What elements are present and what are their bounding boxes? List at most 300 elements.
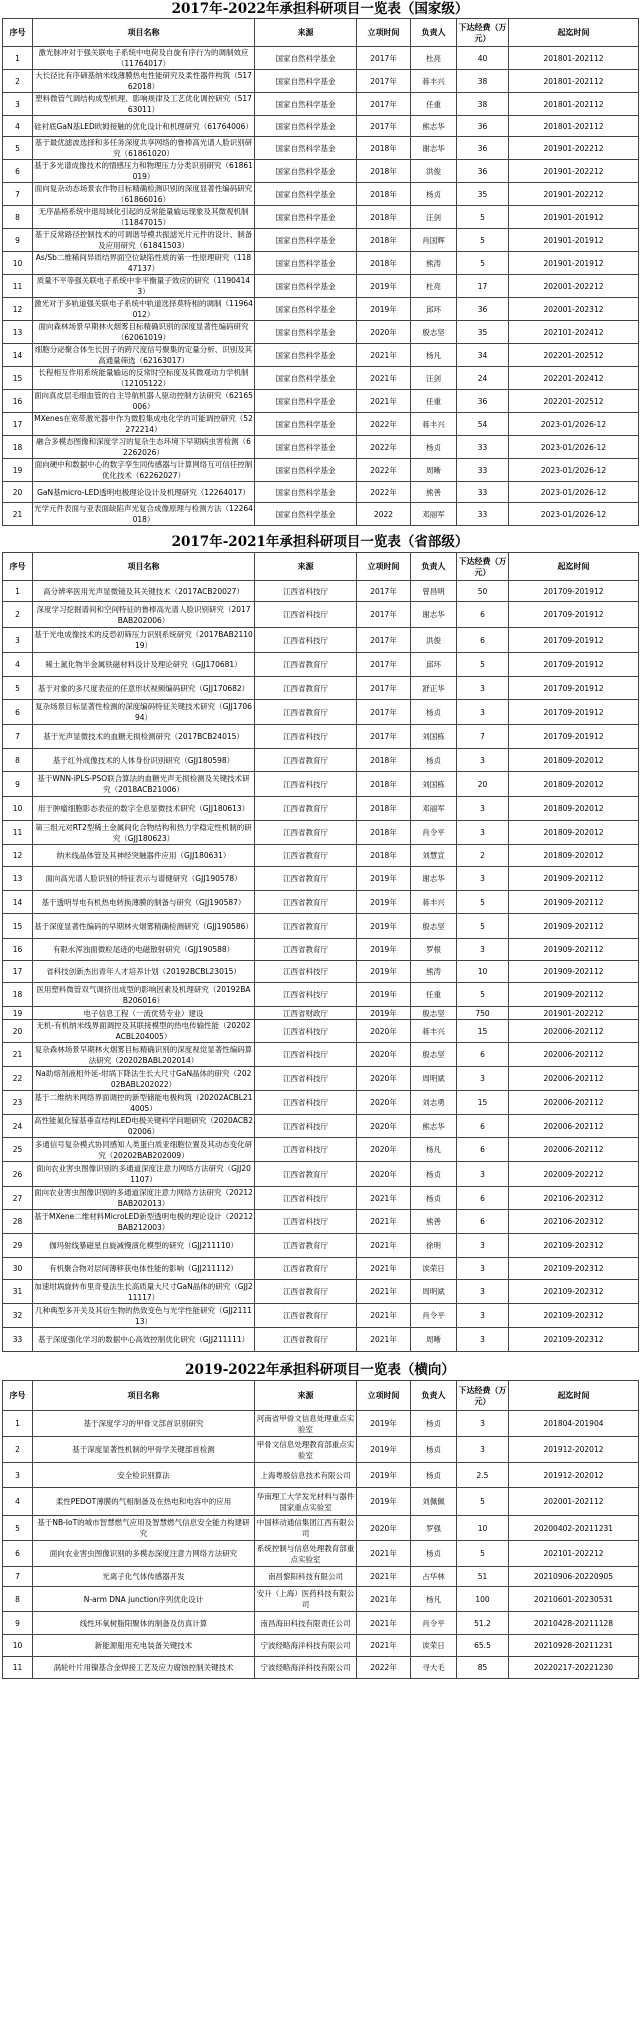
cell-leader: 刘志勇 bbox=[411, 1091, 457, 1115]
cell-year: 2018年 bbox=[357, 206, 411, 229]
cell-no: 1 bbox=[3, 1411, 33, 1437]
cell-source: 江西省科技厅 bbox=[255, 1067, 357, 1091]
cell-name: N-arm DNA junction序列优化设计 bbox=[33, 1587, 255, 1612]
cell-year: 2018年 bbox=[357, 160, 411, 183]
cell-period: 20210906-20220905 bbox=[509, 1567, 639, 1587]
cell-no: 4 bbox=[3, 653, 33, 677]
cell-funds: 36 bbox=[457, 137, 509, 160]
cell-no: 7 bbox=[3, 725, 33, 749]
cell-leader: 杨凡 bbox=[411, 344, 457, 367]
cell-no: 2 bbox=[3, 1437, 33, 1463]
cell-period: 202006-202112 bbox=[509, 1043, 639, 1067]
cell-funds: 5 bbox=[457, 914, 509, 939]
cell-source: 国家自然科学基金 bbox=[255, 413, 357, 436]
cell-period: 201801-202112 bbox=[509, 116, 639, 137]
cell-leader: 谢志华 bbox=[411, 137, 457, 160]
header-leader: 负责人 bbox=[411, 553, 457, 581]
cell-funds: 36 bbox=[457, 390, 509, 413]
cell-funds: 35 bbox=[457, 183, 509, 206]
cell-source: 江西省科技厅 bbox=[255, 983, 357, 1007]
cell-name: As/Sb二维稀间异质结界面空位缺陷性质的第一性原理研究（11847137） bbox=[33, 252, 255, 275]
cell-source: 系统控制与信息处理教育部重点实验室 bbox=[255, 1541, 357, 1567]
cell-year: 2021年 bbox=[357, 1234, 411, 1258]
cell-no: 3 bbox=[3, 1463, 33, 1488]
cell-funds: 6 bbox=[457, 602, 509, 628]
header-year: 立项时间 bbox=[357, 553, 411, 581]
cell-no: 17 bbox=[3, 961, 33, 983]
table-row bbox=[3, 772, 639, 797]
cell-period: 202006-202112 bbox=[509, 1067, 639, 1091]
cell-period: 202101-202412 bbox=[509, 321, 639, 344]
table-row bbox=[3, 1437, 639, 1463]
cell-name: 面向复杂动态场景农作物目标精确检测识别的深度显著性编码研究（61866016） bbox=[33, 183, 255, 206]
cell-funds: 51.2 bbox=[457, 1612, 509, 1635]
cell-source: 国家自然科学基金 bbox=[255, 503, 357, 526]
cell-source: 国家自然科学基金 bbox=[255, 183, 357, 206]
cell-leader: 肖令平 bbox=[411, 821, 457, 845]
cell-period: 201709-201912 bbox=[509, 628, 639, 653]
cell-no: 14 bbox=[3, 891, 33, 914]
cell-year: 2020年 bbox=[357, 1115, 411, 1138]
cell-no: 16 bbox=[3, 390, 33, 413]
cell-year: 2017年 bbox=[357, 581, 411, 602]
cell-source: 江西省教育厅 bbox=[255, 797, 357, 821]
cell-no: 5 bbox=[3, 137, 33, 160]
cell-year: 2021年 bbox=[357, 367, 411, 390]
cell-funds: 40 bbox=[457, 47, 509, 70]
table-row bbox=[3, 459, 639, 482]
table-row bbox=[3, 749, 639, 772]
cell-source: 江西省教育厅 bbox=[255, 939, 357, 961]
cell-leader: 刘佩佩 bbox=[411, 1488, 457, 1516]
cell-name: 基于MXene二维材料MicroLED新型透明电极的理论设计（20212BAB212003） bbox=[34, 1211, 253, 1232]
header-funds: 下达经费（万元） bbox=[457, 1381, 509, 1411]
table-row bbox=[3, 137, 639, 160]
cell-leader: 刘国栋 bbox=[411, 725, 457, 749]
table-row bbox=[3, 1138, 639, 1162]
cell-no: 33 bbox=[3, 1328, 33, 1352]
cell-funds: 5 bbox=[457, 1541, 509, 1567]
cell-funds: 2 bbox=[457, 845, 509, 867]
cell-source: 国家自然科学基金 bbox=[255, 459, 357, 482]
cell-leader: 任重 bbox=[411, 983, 457, 1007]
cell-source: 江西省科技厅 bbox=[255, 961, 357, 983]
cell-name: 第三组元对RT2型稀土金属间化合物结构和热力学稳定性机制的研究（GJJ180623） bbox=[33, 821, 255, 845]
cell-no: 6 bbox=[3, 700, 33, 725]
cell-source: 国家自然科学基金 bbox=[255, 436, 357, 459]
cell-source: 国家自然科学基金 bbox=[255, 252, 357, 275]
cell-funds: 5 bbox=[457, 1488, 509, 1516]
table-row bbox=[3, 1304, 639, 1328]
cell-name: 复杂森林场景早期林火烟雾目标精确识别的深度视觉显著性编码算法研究（20202BABL202014） bbox=[33, 1043, 255, 1067]
cell-no: 9 bbox=[3, 772, 33, 797]
cell-source: 南昌海田科技有限责任公司 bbox=[255, 1612, 357, 1635]
cell-funds: 15 bbox=[457, 1091, 509, 1115]
cell-name: 基于最优滤波选择和多任务深度共享网络的鲁棒高光谱人脸识别研究（61861020） bbox=[33, 137, 255, 160]
cell-no: 11 bbox=[3, 821, 33, 845]
table-row bbox=[3, 1187, 639, 1210]
cell-source: 国家自然科学基金 bbox=[255, 275, 357, 298]
cell-year: 2017年 bbox=[357, 116, 411, 137]
cell-name: 长程相互作用系统能量输运的反常时空标度及其微观动力学机制（12105122） bbox=[33, 367, 255, 390]
cell-year: 2017年 bbox=[357, 70, 411, 93]
cell-no: 10 bbox=[3, 1635, 33, 1657]
cell-source: 国家自然科学基金 bbox=[255, 229, 357, 252]
cell-source: 江西省科技厅 bbox=[255, 1187, 357, 1210]
cell-period: 2023-01/2026-12 bbox=[509, 436, 639, 459]
cell-leader: 诶荣日 bbox=[411, 1258, 457, 1280]
table-row bbox=[3, 390, 639, 413]
table-row bbox=[3, 275, 639, 298]
cell-source: 江西省科技厅 bbox=[255, 602, 357, 628]
cell-funds: 36 bbox=[457, 298, 509, 321]
cell-leader: 谢志华 bbox=[411, 602, 457, 628]
cell-name: GaN基micro-LED透明电极理论设计及机理研究（12264017） bbox=[33, 482, 255, 503]
table-row bbox=[3, 436, 639, 459]
cell-period: 202201-202512 bbox=[509, 390, 639, 413]
table-row bbox=[3, 1234, 639, 1258]
cell-name: 激光对于多轨道强关联电子系统中轨道选择莫特相的调制（11964012） bbox=[34, 299, 253, 319]
cell-no: 5 bbox=[3, 677, 33, 700]
cell-funds: 3 bbox=[457, 1411, 509, 1437]
cell-name: 有机聚合物对层间薄移获电体性能的影响（GJJ211112） bbox=[33, 1258, 255, 1280]
table-row bbox=[3, 482, 639, 503]
cell-name: 加速坩埚旋转布里奇曼法生长高质量大尺寸GaN晶体的研究（GJJ211117） bbox=[34, 1281, 253, 1302]
cell-source: 国家自然科学基金 bbox=[255, 321, 357, 344]
cell-name: 高性能氮化镓基垂直结构LED电极关键科学问题研究（2020ACB202006） bbox=[34, 1116, 253, 1136]
table-row bbox=[3, 891, 639, 914]
cell-source: 江西省科技厅 bbox=[255, 772, 357, 797]
table-row bbox=[3, 321, 639, 344]
cell-year: 2017年 bbox=[357, 602, 411, 628]
table-row bbox=[3, 653, 639, 677]
cell-funds: 5 bbox=[457, 983, 509, 1007]
cell-no: 11 bbox=[3, 1657, 33, 1679]
cell-year: 2021年 bbox=[357, 1280, 411, 1304]
cell-leader: 诶荣日 bbox=[411, 1635, 457, 1657]
cell-funds: 3 bbox=[457, 700, 509, 725]
cell-leader: 徐明 bbox=[411, 1234, 457, 1258]
cell-no: 15 bbox=[3, 914, 33, 939]
cell-funds: 750 bbox=[457, 1007, 509, 1020]
cell-period: 202109-202312 bbox=[509, 1280, 639, 1304]
cell-funds: 3 bbox=[457, 867, 509, 891]
cell-name: 面向农业害虫图像识别的多通道深度注意力网络方法研究（GJJ201107） bbox=[33, 1162, 255, 1187]
cell-no: 22 bbox=[3, 1067, 33, 1091]
cell-no: 2 bbox=[3, 602, 33, 628]
cell-period: 201909-202112 bbox=[509, 914, 639, 939]
cell-funds: 10 bbox=[457, 1516, 509, 1541]
cell-source: 江西省教育厅 bbox=[255, 891, 357, 914]
cell-name: 基于WNN-iPLS-PSO联合算法的血糖光声无损检测及关键技术研究（2018ACB21006） bbox=[33, 772, 255, 797]
table-row bbox=[3, 367, 639, 390]
cell-leader: 蒋丰兴 bbox=[411, 413, 457, 436]
cell-source: 国家自然科学基金 bbox=[255, 47, 357, 70]
cell-name: 纳米线晶体管及其神经突触器件应用（GJJ180631） bbox=[33, 845, 255, 867]
cell-no: 7 bbox=[3, 183, 33, 206]
header-funds: 下达经费（万元） bbox=[457, 19, 509, 47]
cell-leader: 周晰 bbox=[411, 1328, 457, 1352]
cell-name: 基于反常路径控制技术的可调谐导模共振滤光片元件的设计、制备及应用研究（61841503） bbox=[33, 229, 255, 252]
cell-funds: 50 bbox=[457, 581, 509, 602]
cell-funds: 36 bbox=[457, 116, 509, 137]
cell-name: 面向高光谱人脸识别的特征表示与谱健研究（GJJ190578） bbox=[33, 867, 255, 891]
cell-year: 2019年 bbox=[357, 1437, 411, 1463]
table-row bbox=[3, 1587, 639, 1612]
cell-source: 江西省教育厅 bbox=[255, 867, 357, 891]
cell-period: 202106-202312 bbox=[509, 1210, 639, 1234]
table-row bbox=[3, 1567, 639, 1587]
cell-name: 无机-有机纳米线界面调控及其联接模型的热电传输性能（20202ACBL204005） bbox=[33, 1020, 255, 1043]
cell-year: 2021年 bbox=[357, 1210, 411, 1234]
header-no: 序号 bbox=[3, 553, 33, 581]
cell-period: 202109-202312 bbox=[509, 1328, 639, 1352]
table-row bbox=[3, 1007, 639, 1020]
cell-source: 江西省教育厅 bbox=[255, 845, 357, 867]
table-row bbox=[3, 93, 639, 116]
cell-no: 8 bbox=[3, 749, 33, 772]
cell-funds: 2.5 bbox=[457, 1463, 509, 1488]
cell-no: 20 bbox=[3, 1020, 33, 1043]
cell-funds: 3 bbox=[457, 1437, 509, 1463]
section-title: 2017年-2021年承担科研项目一览表（省部级） bbox=[171, 534, 469, 550]
cell-period: 2023-01/2026-12 bbox=[509, 503, 639, 526]
cell-name: Na助熔剂液相外延-坩埚下降法生长大尺寸GaN晶体的研究（20202BABL202022） bbox=[33, 1067, 255, 1091]
cell-name: 基于深度学习的甲骨文部首识别研究 bbox=[33, 1411, 255, 1437]
cell-year: 2019年 bbox=[357, 914, 411, 939]
cell-leader: 熊志华 bbox=[411, 1115, 457, 1138]
cell-period: 202001-202212 bbox=[509, 275, 639, 298]
cell-no: 8 bbox=[3, 1587, 33, 1612]
cell-leader: 舒正华 bbox=[411, 677, 457, 700]
cell-funds: 33 bbox=[457, 482, 509, 503]
cell-year: 2020年 bbox=[357, 1067, 411, 1091]
cell-year: 2019年 bbox=[357, 1463, 411, 1488]
cell-period: 201909-202112 bbox=[509, 939, 639, 961]
cell-source: 甲骨文信息处理教育部重点实验室 bbox=[255, 1437, 357, 1463]
table-row bbox=[3, 413, 639, 436]
cell-year: 2020年 bbox=[357, 1138, 411, 1162]
cell-year: 2022年 bbox=[357, 436, 411, 459]
cell-no: 5 bbox=[3, 1516, 33, 1541]
table-row bbox=[3, 1091, 639, 1115]
cell-leader: 杨贞 bbox=[411, 1541, 457, 1567]
cell-no: 7 bbox=[3, 1567, 33, 1587]
cell-period: 201901-201912 bbox=[509, 229, 639, 252]
table-row bbox=[3, 1635, 639, 1657]
cell-funds: 6 bbox=[457, 1115, 509, 1138]
table-row bbox=[3, 725, 639, 749]
cell-period: 202201-202412 bbox=[509, 367, 639, 390]
section-title: 2017年-2022年承担科研项目一览表（国家级） bbox=[171, 1, 469, 17]
table-row bbox=[3, 503, 639, 526]
cell-source: 江西省教育厅 bbox=[255, 1162, 357, 1187]
cell-no: 30 bbox=[3, 1258, 33, 1280]
cell-funds: 6 bbox=[457, 1210, 509, 1234]
cell-leader: 杨贞 bbox=[411, 1437, 457, 1463]
cell-period: 202109-202312 bbox=[509, 1304, 639, 1328]
header-year: 立项时间 bbox=[357, 1381, 411, 1411]
cell-name: 线性环氧树脂阳聚体的制备及仿真计算 bbox=[33, 1612, 255, 1635]
table-row bbox=[3, 252, 639, 275]
cell-source: 江西省科技厅 bbox=[255, 725, 357, 749]
cell-period: 201901-202212 bbox=[509, 137, 639, 160]
cell-no: 1 bbox=[3, 47, 33, 70]
cell-source: 江西省教育厅 bbox=[255, 1328, 357, 1352]
cell-funds: 54 bbox=[457, 413, 509, 436]
cell-year: 2018年 bbox=[357, 252, 411, 275]
cell-no: 1 bbox=[3, 581, 33, 602]
cell-year: 2021年 bbox=[357, 1567, 411, 1587]
header-row bbox=[3, 553, 639, 581]
cell-period: 201901-202212 bbox=[509, 183, 639, 206]
cell-name: 几种典型多开关及其衍生物的热致变色与光学性能研究（GJJ211113） bbox=[33, 1304, 255, 1328]
cell-period: 201809-202012 bbox=[509, 749, 639, 772]
table-row bbox=[3, 821, 639, 845]
cell-funds: 33 bbox=[457, 459, 509, 482]
table-row bbox=[3, 206, 639, 229]
cell-year: 2021年 bbox=[357, 390, 411, 413]
cell-funds: 10 bbox=[457, 961, 509, 983]
cell-no: 4 bbox=[3, 1488, 33, 1516]
cell-no: 14 bbox=[3, 344, 33, 367]
cell-no: 3 bbox=[3, 93, 33, 116]
cell-period: 2023-01/2026-12 bbox=[509, 413, 639, 436]
cell-leader: 邓丽军 bbox=[411, 503, 457, 526]
cell-year: 2018年 bbox=[357, 772, 411, 797]
table-row bbox=[3, 1411, 639, 1437]
cell-funds: 100 bbox=[457, 1587, 509, 1612]
cell-source: 江西省科技厅 bbox=[255, 628, 357, 653]
table-row bbox=[3, 116, 639, 137]
cell-funds: 65.5 bbox=[457, 1635, 509, 1657]
cell-name: 有限水浑浊面微粒尾迹的电磁散射研究（GJJ190588） bbox=[33, 939, 255, 961]
cell-year: 2019年 bbox=[357, 298, 411, 321]
cell-no: 6 bbox=[3, 160, 33, 183]
cell-period: 201709-201912 bbox=[509, 602, 639, 628]
table-row bbox=[3, 581, 639, 602]
cell-name: 基于透明导电有机热电转换薄膜的制备与研究（GJJ190587） bbox=[33, 891, 255, 914]
cell-funds: 5 bbox=[457, 229, 509, 252]
cell-period: 201809-202012 bbox=[509, 772, 639, 797]
cell-leader: 杨贞 bbox=[411, 183, 457, 206]
cell-leader: 熊志华 bbox=[411, 116, 457, 137]
cell-period: 201709-201912 bbox=[509, 725, 639, 749]
header-name: 项目名称 bbox=[33, 553, 255, 581]
table-row bbox=[3, 160, 639, 183]
cell-year: 2017年 bbox=[357, 93, 411, 116]
cell-name: 安全检识别算法 bbox=[33, 1463, 255, 1488]
cell-no: 18 bbox=[3, 983, 33, 1007]
cell-source: 国家自然科学基金 bbox=[255, 344, 357, 367]
cell-name: 伽玛射线暴磁星自旋减慢演化模型的研究（GJJ211110） bbox=[33, 1234, 255, 1258]
cell-funds: 6 bbox=[457, 1187, 509, 1210]
cell-year: 2019年 bbox=[357, 1007, 411, 1020]
cell-year: 2022年 bbox=[357, 459, 411, 482]
cell-name: 大长径比有序碲基纳米线薄膜热电性能研究及柔性器件构筑（51762018） bbox=[33, 70, 255, 93]
cell-leader: 熊善 bbox=[411, 1210, 457, 1234]
cell-funds: 36 bbox=[457, 160, 509, 183]
cell-year: 2018年 bbox=[357, 797, 411, 821]
cell-source: 国家自然科学基金 bbox=[255, 298, 357, 321]
cell-name: 光学元件表面与亚表面缺陷声光复合成像原理与检测方法（12264018） bbox=[34, 504, 253, 524]
cell-funds: 33 bbox=[457, 503, 509, 526]
cell-year: 2022 bbox=[357, 503, 411, 526]
header-name: 项目名称 bbox=[33, 19, 255, 47]
cell-no: 18 bbox=[3, 436, 33, 459]
cell-name: 深度学习挖掘谱间和空间特征的鲁棒高光谱人脸识别研究（2017BAB202006） bbox=[33, 602, 255, 628]
table-row bbox=[3, 1162, 639, 1187]
cell-no: 21 bbox=[3, 1043, 33, 1067]
cell-leader: 肖国辉 bbox=[411, 229, 457, 252]
header-funds: 下达经费（万元） bbox=[457, 553, 509, 581]
cell-no: 15 bbox=[3, 367, 33, 390]
cell-source: 安升（上海）医药科技有限公司 bbox=[255, 1587, 357, 1612]
cell-no: 12 bbox=[3, 845, 33, 867]
cell-leader: 刘慧宣 bbox=[411, 845, 457, 867]
cell-name: 无序晶格系统中退局域化引起的反常能量输运现象及其微观机制（11847015） bbox=[33, 206, 255, 229]
cell-year: 2017年 bbox=[357, 653, 411, 677]
cell-source: 国家自然科学基金 bbox=[255, 116, 357, 137]
cell-period: 202109-202312 bbox=[509, 1234, 639, 1258]
cell-period: 2023-01/2026-12 bbox=[509, 459, 639, 482]
cell-no: 9 bbox=[3, 229, 33, 252]
project-table bbox=[2, 1380, 639, 1679]
cell-period: 201901-201912 bbox=[509, 252, 639, 275]
cell-year: 2018年 bbox=[357, 137, 411, 160]
cell-year: 2021年 bbox=[357, 1187, 411, 1210]
cell-source: 江西省教育厅 bbox=[255, 914, 357, 939]
header-no: 序号 bbox=[3, 1381, 33, 1411]
cell-year: 2019年 bbox=[357, 961, 411, 983]
cell-name: 基于对象的多尺度表征的任意形状视频编码研究（GJJ170682） bbox=[33, 677, 255, 700]
cell-source: 江西省教育厅 bbox=[255, 1234, 357, 1258]
cell-name: 塑料微管气调结构成型机理、影响规律及工艺优化调控研究（51763011） bbox=[33, 93, 255, 116]
cell-source: 江西省科技厅 bbox=[255, 1115, 357, 1138]
cell-name: 基于多光谱成像技术的情感压力和物理压力分类识别研究（61861019） bbox=[34, 161, 253, 181]
cell-leader: 殷志坚 bbox=[411, 1043, 457, 1067]
cell-funds: 34 bbox=[457, 344, 509, 367]
cell-name: 基于深度显著性编码的早期林火烟雾精确检测研究（GJJ190586） bbox=[33, 914, 255, 939]
cell-period: 201909-202112 bbox=[509, 983, 639, 1007]
cell-leader: 杨贞 bbox=[411, 436, 457, 459]
cell-leader: 刘国栋 bbox=[411, 772, 457, 797]
cell-year: 2021年 bbox=[357, 1304, 411, 1328]
cell-leader: 杨凡 bbox=[411, 1138, 457, 1162]
cell-period: 201901-202212 bbox=[509, 160, 639, 183]
table-row bbox=[3, 939, 639, 961]
cell-name: MXenes在宽带激光器中作为微腔集成电化学的可能调控研究（52272214） bbox=[34, 414, 253, 434]
cell-funds: 3 bbox=[457, 1234, 509, 1258]
cell-source: 国家自然科学基金 bbox=[255, 70, 357, 93]
cell-leader: 周明斌 bbox=[411, 1280, 457, 1304]
cell-year: 2019年 bbox=[357, 275, 411, 298]
cell-period: 201901-201912 bbox=[509, 206, 639, 229]
cell-source: 国家自然科学基金 bbox=[255, 206, 357, 229]
cell-source: 中国移动通信集团江西有限公司 bbox=[255, 1516, 357, 1541]
cell-leader: 杨贞 bbox=[411, 700, 457, 725]
cell-source: 江西省教育厅 bbox=[255, 1258, 357, 1280]
cell-no: 19 bbox=[3, 459, 33, 482]
table-row bbox=[3, 845, 639, 867]
cell-funds: 3 bbox=[457, 1304, 509, 1328]
cell-no: 13 bbox=[3, 321, 33, 344]
cell-no: 31 bbox=[3, 1280, 33, 1304]
cell-leader: 肖令平 bbox=[411, 1612, 457, 1635]
cell-year: 2017年 bbox=[357, 47, 411, 70]
cell-leader: 邓丽军 bbox=[411, 797, 457, 821]
cell-period: 201804-201904 bbox=[509, 1411, 639, 1437]
